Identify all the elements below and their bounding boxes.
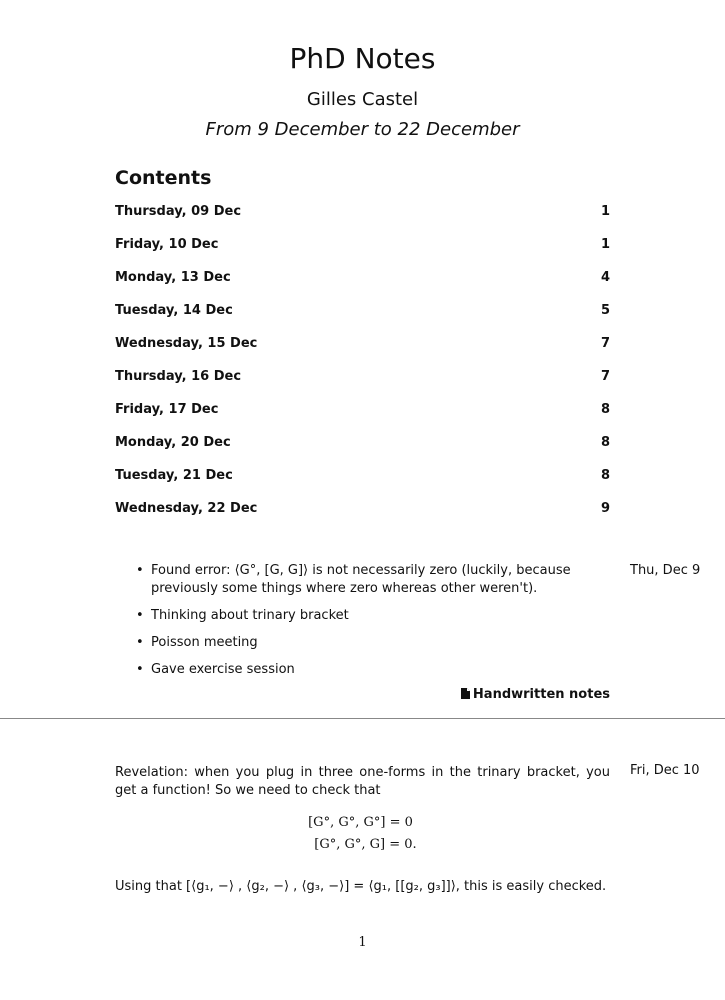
bullet-icon: • (136, 635, 144, 650)
contents-heading: Contents (115, 167, 212, 189)
list-item-text: Gave exercise session (151, 662, 295, 677)
handwritten-notes-link[interactable] (440, 687, 610, 703)
toc-entry[interactable] (115, 369, 610, 402)
list-item (136, 607, 610, 625)
bullet-icon: • (136, 662, 144, 677)
toc-entry-page: 7 (600, 369, 610, 384)
list-item (136, 661, 610, 679)
table-of-contents (115, 204, 610, 534)
document-title: PhD Notes (289, 42, 436, 75)
toc-entry-page: 9 (600, 501, 610, 516)
toc-entry[interactable] (115, 468, 610, 501)
page-number: 1 (358, 935, 367, 950)
toc-entry-page: 1 (600, 204, 610, 219)
list-item-text: Poisson meeting (151, 635, 258, 650)
bullet-icon: • (136, 608, 144, 623)
list-item-text: Found error: ⟨G°, [G, G]⟩ is not necessarily zero (luckily, because previously some things where zero whereas other weren't). (151, 563, 571, 596)
entry-date-margin: Fri, Dec 10 (630, 763, 700, 778)
document-author: Gilles Castel (306, 89, 419, 110)
toc-entry-page: 1 (600, 237, 610, 252)
toc-entry-label: Thursday, 09 Dec (115, 204, 242, 219)
toc-entry-label: Wednesday, 15 Dec (115, 336, 258, 351)
toc-entry-label: Friday, 10 Dec (115, 237, 219, 252)
toc-entry-label: Tuesday, 14 Dec (115, 303, 233, 318)
equation (0, 837, 725, 852)
entry-date-margin: Thu, Dec 9 (630, 563, 701, 578)
toc-entry-page: 4 (600, 270, 610, 285)
entry-bullet-list (136, 562, 610, 688)
equation-text: [G°, G°, G°] = 0 (308, 815, 413, 830)
toc-entry[interactable] (115, 435, 610, 468)
list-item (136, 562, 610, 598)
toc-entry[interactable] (115, 501, 610, 534)
toc-entry-page: 8 (600, 435, 610, 450)
handwritten-notes-label: Handwritten notes (472, 687, 610, 702)
file-icon (461, 688, 470, 703)
toc-entry[interactable] (115, 204, 610, 237)
toc-entry-label: Monday, 20 Dec (115, 435, 231, 450)
toc-entry-label: Wednesday, 22 Dec (115, 501, 258, 516)
toc-entry-page: 8 (600, 402, 610, 417)
toc-entry-label: Tuesday, 21 Dec (115, 468, 233, 483)
list-item-text: Thinking about trinary bracket (151, 608, 349, 623)
toc-entry-page: 5 (600, 303, 610, 318)
toc-entry[interactable] (115, 237, 610, 270)
entry-closing-text: Using that [⟨g₁, −⟩ , ⟨g₂, −⟩ , ⟨g₃, −⟩] = ⟨g₁, [[g₂, g₃]]⟩, this is easily checked. (115, 879, 607, 894)
equation (0, 815, 725, 830)
toc-entry[interactable] (115, 270, 610, 303)
toc-entry[interactable] (115, 303, 610, 336)
toc-entry[interactable] (115, 336, 610, 369)
equation-text: [G°, G°, G] = 0. (314, 837, 417, 852)
document-date-range: From 9 December to 22 December (205, 119, 520, 140)
toc-entry[interactable] (115, 402, 610, 435)
list-item (136, 634, 610, 652)
toc-entry-label: Friday, 17 Dec (115, 402, 219, 417)
entry-paragraph: Revelation: when you plug in three one-forms in the trinary bracket, you get a function! So we need to check that (115, 765, 610, 798)
section-divider (0, 718, 725, 719)
toc-entry-label: Thursday, 16 Dec (115, 369, 242, 384)
toc-entry-page: 7 (600, 336, 610, 351)
toc-entry-page: 8 (600, 468, 610, 483)
bullet-icon: • (136, 563, 144, 578)
toc-entry-label: Monday, 13 Dec (115, 270, 231, 285)
